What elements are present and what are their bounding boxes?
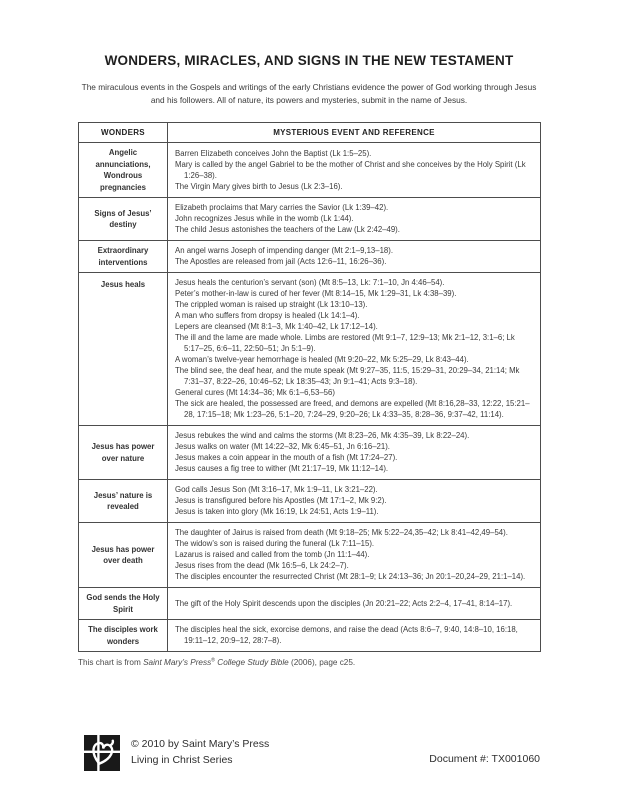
publisher-name: Saint Mary’s Press	[143, 658, 212, 667]
event-line: Jesus walks on water (Mt 14:22–32, Mk 6:45–51, Jn 6:16–21).	[175, 442, 390, 451]
table-row	[79, 523, 541, 588]
event-line: Barren Elizabeth conceives John the Baptist (Lk 1:5–25).	[175, 148, 372, 158]
event-line: Peter’s mother-in-law is cured of her fever (Mt 8:14–15, Mk 1:29–31, Lk 4:38–39).	[175, 289, 457, 298]
event-line: The disciples heal the sick, exorcise demons, and raise the dead (Acts 8:6–7, 9:40, 14:8–10, 16:18, 19:11–12, 20:9–12, 28:7–8).	[175, 625, 518, 645]
table-row	[79, 480, 541, 523]
registered-trademark-mark: ®	[211, 657, 215, 664]
footer-text-block	[131, 736, 269, 768]
events-cell	[168, 620, 541, 652]
event-line: Lazarus is raised and called from the tomb (Jn 11:1–44).	[175, 550, 370, 559]
events-cell	[168, 426, 541, 480]
event-line: Jesus rebukes the wind and calms the storms (Mt 8:23–26, Mk 4:35–39, Lk 8:22–24).	[175, 431, 470, 440]
table-row	[79, 241, 541, 273]
wonder-label: The disciples work wonders	[79, 620, 168, 652]
event-line: The gift of the Holy Spirit descends upon the disciples (Jn 20:21–22; Acts 2:2–4, 17–41, 8:14–17).	[175, 598, 513, 608]
event-line: The ill and the lame are made whole. Limbs are restored (Mt 9:1–7, 12:9–13; Mk 2:1–12, 3:1–6; Lk 5:17–25, 6:6–11, 22:50–51; Jn 5:1–9).	[175, 333, 515, 353]
source-note-suffix: (2006), page c25.	[288, 658, 356, 667]
events-cell	[168, 523, 541, 588]
event-line: The crippled woman is raised up straight (Lk 13:10–13).	[175, 300, 368, 309]
event-line: The blind see, the deaf hear, and the mute speak (Mt 9:27–35, 11:5, 15:29–31, 20:29–34, 21:14; Mk 7:31–37, 8:22–26, 10:46–52; Lk 18:35–43; Jn 9:1–41; Acts 9:3–18).	[175, 366, 520, 386]
event-line: The Virgin Mary gives birth to Jesus (Lk 2:3–16).	[175, 181, 343, 191]
intro-text: The miraculous events in the Gospels and writings of the early Christians evidence the power of God working through Jesus and his followers. All of nature, its powers and mysteries, submit in the name of Jesus.	[81, 82, 537, 105]
event-line: Jesus is transfigured before his Apostles (Mt 17:1–2, Mk 9:2).	[175, 496, 387, 505]
events-cell	[168, 143, 541, 198]
event-line: Lepers are cleansed (Mt 8:1–3, Mk 1:40–42, Lk 17:12–14).	[175, 322, 378, 331]
table-row	[79, 426, 541, 480]
events-cell	[168, 241, 541, 273]
work-title: College Study Bible	[215, 658, 289, 667]
page-footer	[82, 733, 540, 773]
event-line: The daughter of Jairus is raised from death (Mt 9:18–25; Mk 5:22–24,35–42; Lk 8:41–42,49–54).	[175, 528, 508, 537]
event-line: A man who suffers from dropsy is healed (Lk 14:1–4).	[175, 311, 360, 320]
wonder-label: Jesus heals	[79, 273, 168, 426]
event-line: The disciples encounter the resurrected Christ (Mt 28:1–9; Lk 24:13–36; Jn 20:1–20,24–29, 21:1–14).	[175, 572, 526, 581]
wonder-label: Extraordinary interventions	[79, 241, 168, 273]
events-cell	[168, 273, 541, 426]
copyright-line: © 2010 by Saint Mary’s Press	[131, 738, 270, 750]
page-title: WONDERS, MIRACLES, AND SIGNS IN THE NEW TESTAMENT	[104, 53, 514, 68]
table-row	[79, 143, 541, 198]
source-note-prefix: This chart is from	[78, 658, 144, 667]
column-header-mysterious-event: MYSTERIOUS EVENT AND REFERENCE	[168, 123, 541, 143]
event-line: Mary is called by the angel Gabriel to be the mother of Christ and she conceives by the Holy Spirit (Lk 1:26–38).	[175, 159, 526, 180]
event-line: The Apostles are released from jail (Acts 12:6–11, 16:26–36).	[175, 257, 387, 266]
event-line: An angel warns Joseph of impending danger (Mt 2:1–9,13–18).	[175, 246, 394, 255]
event-line: The child Jesus astonishes the teachers of the Law (Lk 2:42–49).	[175, 225, 400, 234]
event-line: Jesus is taken into glory (Mk 16:19, Lk 24:51, Acts 1:9–11).	[175, 507, 379, 516]
series-line: Living in Christ Series	[131, 754, 233, 766]
event-line: Jesus makes a coin appear in the mouth of a fish (Mt 17:24–27).	[175, 453, 398, 462]
events-cell	[168, 198, 541, 241]
event-line: General cures (Mt 14:34–36; Mk 6:1–6,53–56)	[175, 388, 335, 397]
event-line: Elizabeth proclaims that Mary carries the Savior (Lk 1:39–42).	[175, 203, 389, 212]
saint-marys-press-logo	[82, 733, 122, 773]
event-line: John recognizes Jesus while in the womb (Lk 1:44).	[175, 214, 354, 223]
events-cell	[168, 480, 541, 523]
wonder-label: Jesus’ nature is revealed	[79, 480, 168, 523]
wonder-label: Angelic annunciations, Wondrous pregnancies	[79, 143, 168, 198]
wonder-label: Jesus has power over death	[79, 523, 168, 588]
event-line: God calls Jesus Son (Mt 3:16–17, Mk 1:9–11, Lk 3:21–22).	[175, 485, 378, 494]
table-row	[79, 588, 541, 620]
event-line: Jesus heals the centurion’s servant (son) (Mt 8:5–13, Lk: 7:1–10, Jn 4:46–54).	[175, 278, 445, 287]
table-row	[79, 273, 541, 426]
table-row	[79, 198, 541, 241]
column-header-wonders: WONDERS	[79, 123, 168, 143]
events-cell	[168, 588, 541, 620]
event-line: Jesus rises from the dead (Mk 16:5–6, Lk 24:2–7).	[175, 561, 349, 570]
table-row	[79, 620, 541, 652]
wonders-table	[78, 122, 541, 652]
event-line: A woman’s twelve-year hemorrhage is healed (Mt 9:20–22, Mk 5:25–29, Lk 8:43–44).	[175, 355, 469, 364]
event-line: The widow’s son is raised during the funeral (Lk 7:11–15).	[175, 539, 375, 548]
wonder-label: God sends the Holy Spirit	[79, 588, 168, 620]
document-number: Document #: TX001060	[429, 753, 540, 765]
table-header-row	[79, 123, 541, 143]
source-note	[78, 658, 618, 667]
event-line: The sick are healed, the possessed are freed, and demons are expelled (Mt 8:16,28–33, 12:22, 15:21–28, 17:15–18; Mk 1:23–26, 5:1–20, 7:24–29, 9:20–26; Lk 4:33–35, 8:28–36, 9:37–42, 11:14).	[175, 399, 530, 419]
event-line: Jesus causes a fig tree to wither (Mt 21:17–19, Mk 11:12–14).	[175, 464, 389, 473]
wonder-label: Jesus has power over nature	[79, 426, 168, 480]
wonder-label: Signs of Jesus’ destiny	[79, 198, 168, 241]
